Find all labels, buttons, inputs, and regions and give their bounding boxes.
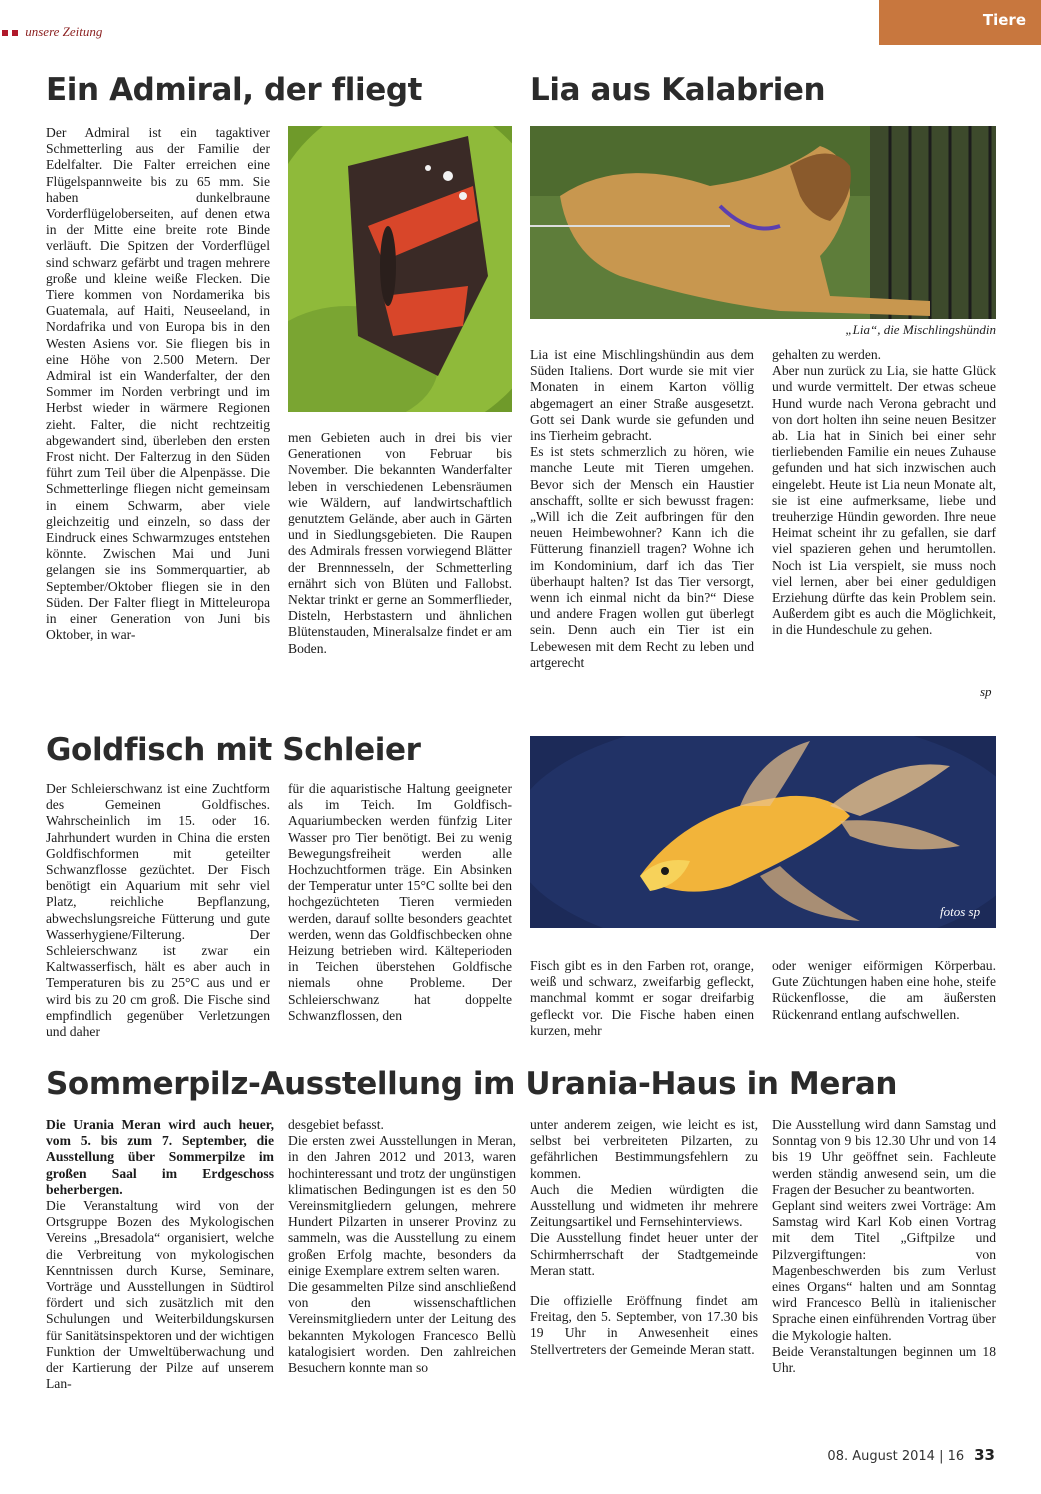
section-tab: Tiere — [879, 0, 1041, 45]
lia-text-2a: gehalten zu werden. — [772, 347, 882, 362]
page-footer — [827, 1446, 995, 1464]
goldfish-column-2 — [288, 781, 512, 1024]
admiral-text-2: men Gebieten auch in drei bis vier Generationen von Februar bis November. Die bekannten Wanderfalter leben in verschiedenen Lebensräumen wie Wäldern, auf landwirtschaftlich genutztem Gelände, aber auch in Gärten und in Siedlungsgebieten. Die Raupen des Admirals fressen vorwiegend Blätter der Brennnesseln, der Schmetterling ernährt sich von Blüten und Fallobst. Nektar trinkt er gerne an Sommerflieder, Disteln, Herbstastern und ähnlichen Blütenstauden, Mineralsalze findet er am Boden. — [288, 430, 512, 656]
pilz-text-2c: Die gesammelten Pilze sind anschließend von den wissenschaftlichen Vereinsmitgliedern unter der Leitung des bekannten Mykologen Francesco Bellù katalogisiert worden. Den zahlreichen Besuchern konnte man so — [288, 1279, 516, 1376]
pilz-text-4a: Die Ausstellung wird dann Samstag und Sonntag von 9 bis 12.30 Uhr und von 14 bis 19 Uhr geöffnet sein. Fachleute werden ständig anwesend sein, um die Fragen der Besucher zu beantworten. — [772, 1117, 996, 1197]
photo-credit: fotos sp — [940, 904, 981, 919]
lia-author-sign: sp — [980, 684, 992, 699]
footer-date: 08. August 2014 | 16 — [827, 1449, 965, 1464]
admiral-headline: Ein Admiral, der fliegt — [46, 72, 423, 108]
pilz-column-1 — [46, 1117, 274, 1392]
pilz-text-2b: Die ersten zwei Ausstellungen in Meran, in den Jahren 2012 und 2013, waren hochinteressant und trotz der ungünstigen klimatischen Bedingungen ist es den 50 Vereinsmitgliedern gelungen, mehrere Hundert Pilzarten in unserer Provinz zu sammeln, was die Ausstellung zu einem großen Erfolg machte, besonders da einige Exemplare extrem selten waren. — [288, 1133, 516, 1278]
pilz-text-4c: Beide Veranstaltungen beginnen um 18 Uhr. — [772, 1343, 996, 1376]
dog-photo — [530, 126, 996, 319]
admiral-text-1: Der Admiral ist ein tagaktiver Schmetterling aus der Familie der Edelfalter. Die Falter erreichen eine Flügelspannweite bis zu 65 mm. Sie haben dunkelbraune Vorderflügeloberseiten, auf denen etwa in der Mitte eine breite rote Binde verläuft. Die Spitzen der Vorderflügel sind schwarz gefärbt und tragen mehrere große und kleine weiße Flecken. Die Tiere kommen von Nordamerika bis Guatemala, auf Haiti, Neuseeland, in Nordafrika und von Europa bis in den Westen Asiens vor. Sie fliegen bis in eine Höhe von 2.500 Metern. Der Admiral ist ein Wanderfalter, der den Sommer im Norden verbringt und im Herbst wieder in wärmere Regionen zieht. Falter, die nicht rechtzeitig abgewandert sind, überleben den ersten Frost nicht. Der Falterzug in den Süden führt zum Teil über die Alpenpässe. Die Schmetterlinge fliegen nicht gemeinsam in einem Schwarm, aber viele gleichzeitig und einzeln, so dass der Eindruck eines Schwarmzuges entstehen könnte. Zwischen Mai und Juni gelangen sie ins Sommerquartier, ab September/Oktober fliegen sie in den Süden. Der Falter fliegt in Mitteleuropa in einer Generation von Juni bis Oktober, in war- — [46, 125, 270, 643]
pilz-text-3c: Die Ausstellung findet heuer unter der Schirmherrschaft der Stadtgemeinde Meran statt. — [530, 1230, 758, 1278]
lia-column-1 — [530, 347, 754, 671]
admiral-column-1 — [46, 125, 270, 644]
lia-text-2b: Aber nun zurück zu Lia, sie hatte Glück und wurde vermittelt. Der etwas scheue Hund wurde nach Verona gebracht und von dort holten ihn seine neuen Besitzer ab. Lia hat in Sinich bei einer sehr tierliebenden Familie ein neues Zuhause gefunden und hat sich inzwischen auch eingelebt. Heute ist Lia neun Monate alt, sie ist eine aufmerksame, liebe und treuherzige Hündin geworden. Ihre neue Heimat scheint ihr zu gefallen, sie darf viel spazieren gehen und herumtollen. Noch ist Lia verspielt, sie muss noch viel lernen, aber bei einer geduldigen Erziehung dürfte das kein Problem sein. Außerdem gibt es auch die Möglichkeit, in die Hundeschule zu gehen. — [772, 363, 996, 638]
pilz-column-4 — [772, 1117, 996, 1376]
pilz-headline: Sommerpilz-Ausstellung im Urania-Haus in Meran — [46, 1066, 898, 1102]
goldfish-column-3 — [530, 958, 754, 1039]
goldfish-text-2: für die aquaristische Haltung geeigneter als im Teich. Im Goldfisch-Aquariumbecken werden fünfzig Liter Wasser pro Tier benötigt. Bei zu wenig Bewegungsfreiheit werden alle Hochzuchtformen träge. Ein Absinken der Temperatur unter 15°C sollte bei den hochgezüchteten Tieren vermieden werden, darauf sollte besonders geachtet werden, wenn das Goldfischbecken ohne Heizung betrieben wird. Kälteperioden in Teichen überstehen Goldfische niemals ohne Probleme. Der Schleierschwanz hat doppelte Schwanzflossen, den — [288, 781, 512, 1023]
pilz-text-2a: desgebiet befasst. — [288, 1117, 384, 1132]
pilz-text-1: Die Veranstaltung wird von der Ortsgruppe Bozen des Mykologischen Vereins „Bresadola“ organisiert, welche die Verbreitung von mykologischen Kenntnissen durch Kurse, Seminare, Vorträge und Ausstellungen in Südtirol fördert und sich zusätzlich mit den Schulungen und Weiterbildungskursen für Sanitätsinspektoren und der wichtigen Funktion der Umweltüberwachung und der Kartierung der Pilze auf unserem Lan- — [46, 1198, 274, 1392]
lia-text-1a: Lia ist eine Mischlingshündin aus dem Süden Italiens. Dort wurde sie mit vier Monaten in einem Karton völlig abgemagert an einer Straße ausgesetzt. Gott sei Dank wurde sie gefunden und ins Tierheim gebracht. — [530, 347, 754, 444]
logo-square-icon — [12, 30, 18, 36]
pilz-text-3d: Die offizielle Eröffnung findet am Freitag, den 5. September, von 17.30 bis 19 Uhr in Anwesenheit eines Stellvertreters der Gemeinde Meran statt. — [530, 1293, 758, 1357]
pilz-column-2 — [288, 1117, 516, 1376]
publication-logo — [2, 24, 102, 40]
pilz-text-4b: Geplant sind weiters zwei Vorträge: Am Samstag wird Karl Kob einen Vortrag mit dem Titel „Giftpilze und Pilzvergiftungen: von Magenbeschwerden bis zum Verlust eines Organs“ halten und am Sonntag wird Francesco Bellù in italienischer Sprache einen einführenden Vortrag über die Mykologie halten. — [772, 1198, 996, 1343]
goldfish-headline: Goldfisch mit Schleier — [46, 732, 421, 768]
goldfish-text-3: Fisch gibt es in den Farben rot, orange, weiß und schwarz, zweifarbig gefleckt, manchmal kommt er sogar dreifarbig gefleckt vor. Die Fische haben einen kurzen, mehr — [530, 958, 754, 1038]
logo-text: unsere Zeitung — [25, 24, 103, 39]
butterfly-photo — [288, 126, 512, 412]
page-number: 33 — [974, 1446, 995, 1464]
lia-text-1b: Es ist stets schmerzlich zu hören, wie manche Leute mit Tieren umgehen. Bevor sich der Mensch ein Haustier anschafft, sollte er sich bewusst fragen: „Will ich die Zeit aufbringen für den neuen Heimbewohner? Kann ich die Fütterung finanziell tragen? Wohne ich im Kondominium, darf ich das Tier überhaupt halten? Ist das Tier versorgt, wenn ich einmal nicht da bin?“ Diese und andere Fragen wollen gut überlegt sein. Denn auch ein Tier ist ein Lebewesen mit dem Recht zu leben und artgerecht — [530, 444, 754, 670]
goldfish-column-4 — [772, 958, 996, 1023]
pilz-text-3a: unter anderem zeigen, wie leicht es ist, selbst bei verbreiteten Pilzarten, zu gefährlichen Bestimmungsfehlern zu kommen. — [530, 1117, 758, 1181]
admiral-column-2 — [288, 430, 512, 657]
pilz-lead: Die Urania Meran wird auch heuer, vom 5. bis zum 7. September, die Ausstellung über Sommerpilze im großen Saal im Erdgeschoss beherbergen. — [46, 1117, 274, 1197]
lia-headline: Lia aus Kalabrien — [530, 72, 826, 108]
lia-column-2 — [772, 347, 996, 639]
pilz-column-3 — [530, 1117, 758, 1358]
goldfish-photo — [530, 736, 996, 928]
pilz-text-3b: Auch die Medien würdigten die Ausstellung und widmeten ihr mehrere Zeitungsartikel und Fernsehinterviews. — [530, 1181, 758, 1230]
goldfish-text-1: Der Schleierschwanz ist eine Zuchtform des Gemeinen Goldfisches. Wahrscheinlich im 15. oder 16. Jahrhundert wurden in China die ersten Goldfischformen mit geteilter Schwanzflosse gezüchtet. Der Fisch benötigt ein Aquarium mit sehr viel Platz, reichliche Bepflanzung, abwechslungsreiche Fütterung und gute Wasserhygiene/Filterung. Der Schleierschwanz ist zwar ein Kaltwasserfisch, hält es aber auch in Temperaturen bis zu 25°C aus und er wird bis zu 20 cm groß. Die Fische sind empfindlich gegenüber Verletzungen und daher — [46, 781, 270, 1040]
goldfish-text-4: oder weniger eiförmigen Körperbau. Gute Züchtungen haben eine hohe, steife Rückenflosse, die am äußersten Rückenrand entlang aufschwellen. — [772, 958, 996, 1022]
goldfish-column-1 — [46, 781, 270, 1040]
dog-photo-caption: „Lia“, die Mischlingshündin — [845, 322, 996, 337]
logo-square-icon — [2, 30, 8, 36]
